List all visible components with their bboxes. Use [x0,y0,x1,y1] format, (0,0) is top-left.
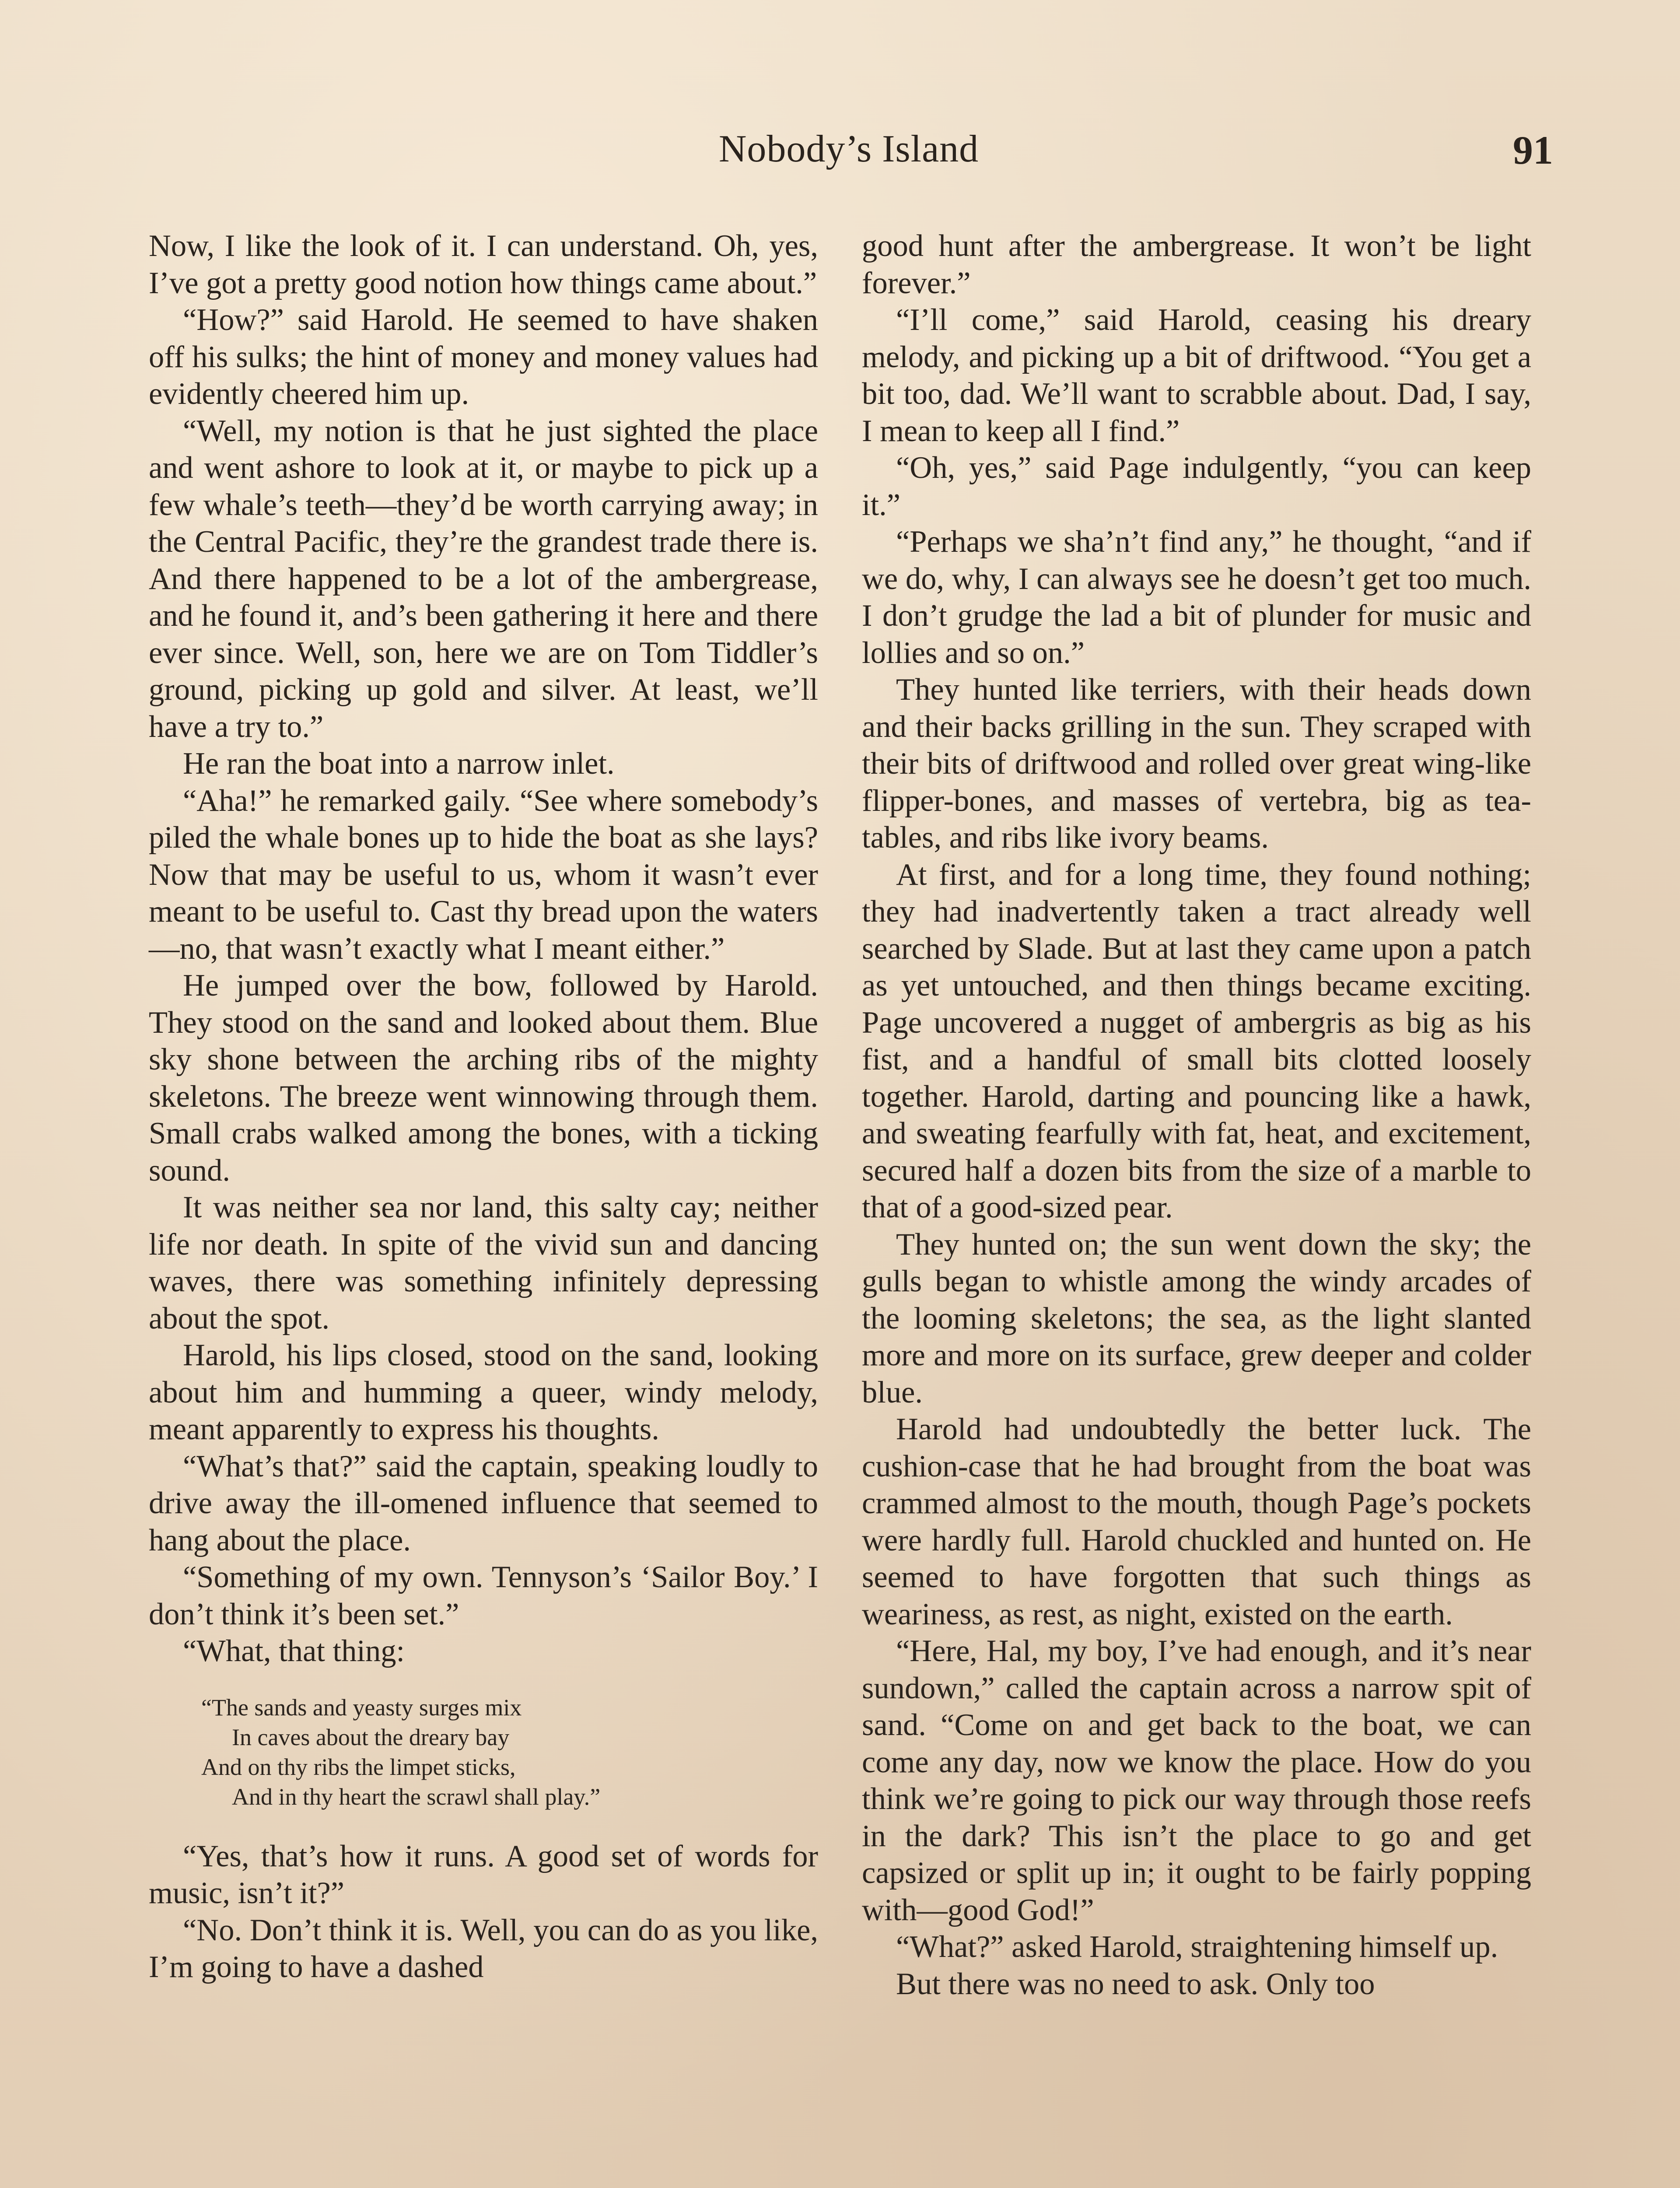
paragraph: “Well, my notion is that he just sighted the place and went ashore to look at it, or maybe to pick up a few whale’s teeth—they’d be worth carrying away; in the Central Pacific, they’re the grandest trade there is. And there happened to be a lot of the ambergrease, and he found it, and’s been gathering it here and there ever since. Well, son, here we are on Tom Tiddler’s ground, picking up gold and silver. At least, we’ll have a try to.” [149,414,818,744]
paragraph: “Aha!” he remarked gaily. “See where somebody’s piled the whale bones up to hide the boat as she lays? Now that may be useful to us, whom it wasn’t ever meant to be useful to. Cast thy bread upon the waters—no, that wasn’t exactly what I meant either.” [149,783,818,966]
paragraph: “What’s that?” said the captain, speaking loudly to drive away the ill-omened influence that seemed to hang about the place. [149,1449,818,1557]
paragraph: Harold, his lips closed, stood on the sand, looking about him and humming a queer, windy melody, meant apparently to express his thoughts. [149,1338,818,1446]
paragraph: He ran the boat into a narrow inlet. [183,747,615,781]
verse-line: “The sands and yeasty surges mix [201,1694,522,1721]
paragraph: It was neither sea nor land, this salty cay; neither life nor death. In spite of the vivid sun and dancing waves, there was something infinitely depressing about the spot. [149,1190,818,1336]
right-column [862,228,1531,2002]
paragraph: Now, I like the look of it. I can understand. Oh, yes, I’ve got a pretty good notion how things came about.” [149,229,818,300]
left-column [149,228,818,1986]
page-header [144,127,1553,188]
paragraph: “No. Don’t think it is. Well, you can do as you like, I’m going to have a dashed [149,1913,818,1984]
paragraph: They hunted on; the sun went down the sky; the gulls began to whistle among the windy arcades of the looming skeletons; the sea, as the light slanted more and more on its surface, grew deeper and colder blue. [862,1227,1531,1410]
paragraph: “I’ll come,” said Harold, ceasing his dreary melody, and picking up a bit of driftwood. “You get a bit too, dad. We’ll want to scrabble about. Dad, I say, I mean to keep all I find.” [862,303,1531,448]
paragraph: good hunt after the ambergrease. It won’t be light forever.” [862,229,1531,300]
paragraph: He jumped over the bow, followed by Harold. They stood on the sand and looked about them. Blue sky shone between the arching ribs of the mighty skeletons. The breeze went winnowing through them. Small crabs walked among the bones, with a ticking sound. [149,968,818,1188]
verse-line: And on thy ribs the limpet sticks, [201,1753,516,1780]
paragraph: But there was no need to ask. Only too [896,1967,1375,2001]
paragraph: They hunted like terriers, with their heads down and their backs grilling in the sun. They scraped with their bits of driftwood and rolled over great wing-like flipper-bones, and masses of vertebra, big as tea-tables, and ribs like ivory beams. [862,673,1531,855]
page-number: 91 [1513,128,1553,172]
paragraph: Harold had undoubtedly the better luck. The cushion-case that he had brought from the boat was crammed almost to the mouth, though Page’s pockets were hardly full. Harold chuckled and hunted on. He seemed to have forgotten that such things as weariness, as rest, as night, existed on the earth. [862,1412,1531,1631]
verse-quote [149,1693,818,1812]
paragraph: “Perhaps we sha’n’t find any,” he thought, “and if we do, why, I can always see he doesn’t get too much. I don’t grudge the lad a bit of plunder for music and lollies and so on.” [862,525,1531,670]
paragraph: “Oh, yes,” said Page indulgently, “you can keep it.” [862,451,1531,522]
paragraph: “Yes, that’s how it runs. A good set of words for music, isn’t it?” [149,1839,818,1910]
verse-line: In caves about the dreary bay [232,1724,510,1750]
running-title: Nobody’s Island [718,128,979,170]
paragraph: “Here, Hal, my boy, I’ve had enough, and it’s near sundown,” called the captain across a narrow spit of sand. “Come on and get back to the boat, we can come any day, now we know the place. How do you think we’re going to pick our way through those reefs in the dark? This isn’t the place to go and get capsized or split up in; it ought to be fairly popping with—good God!” [862,1634,1531,1927]
paragraph: “Something of my own. Tennyson’s ‘Sailor Boy.’ I don’t think it’s been set.” [149,1560,818,1631]
verse-line: And in thy heart the scrawl shall play.” [232,1783,601,1810]
paragraph: “How?” said Harold. He seemed to have shaken off his sulks; the hint of money and money values had evidently cheered him up. [149,303,818,411]
paragraph: At first, and for a long time, they found nothing; they had inadvertently taken a tract already well searched by Slade. But at last they came upon a patch as yet untouched, and then things became exciting. Page uncovered a nugget of ambergris as big as his fist, and a handful of small bits clotted loosely together. Harold, darting and pouncing like a hawk, and sweating fearfully with fat, heat, and excitement, secured half a dozen bits from the size of a marble to that of a good-sized pear. [862,857,1531,1224]
paragraph: “What?” asked Harold, straightening himself up. [896,1930,1498,1964]
paragraph: “What, that thing: [183,1634,405,1668]
